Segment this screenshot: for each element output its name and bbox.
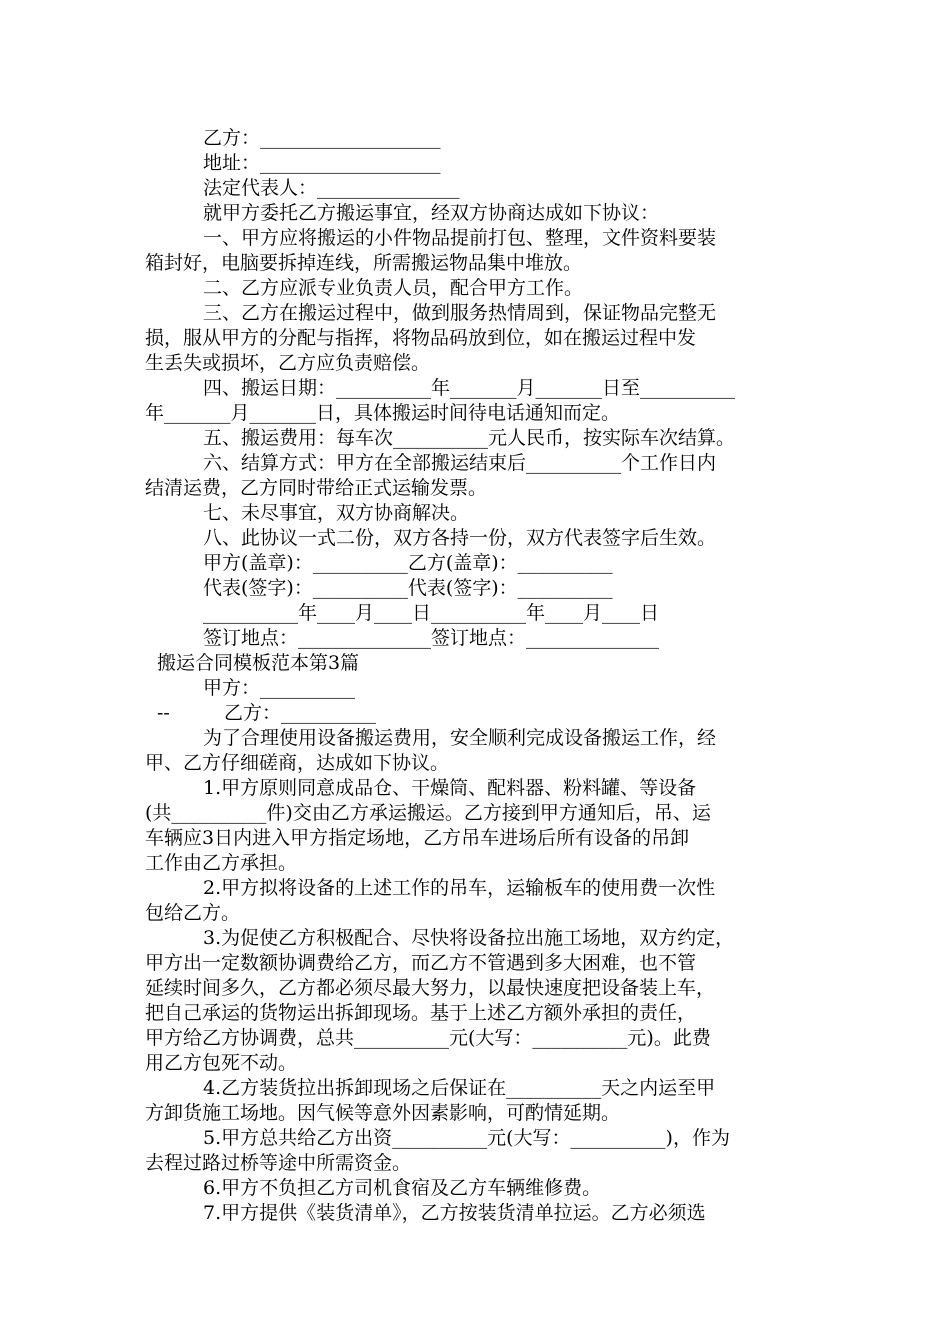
text-line: 就甲方委托乙方搬运事宜，经双方协商达成如下协议： xyxy=(203,202,660,224)
clause-line: 甲方给乙方协调费，总共__________元(大写：__________元)。此费 xyxy=(145,1027,711,1049)
signature-line: 甲方(盖章)：__________乙方(盖章)：__________ xyxy=(203,552,613,574)
text-line: 法定代表人：_______________ xyxy=(203,177,460,199)
text-line: 三、乙方在搬运过程中，做到服务热情周到，保证物品完整无 xyxy=(203,302,717,324)
text-line: 结清运费，乙方同时带给正式运输发票。 xyxy=(145,477,488,499)
text-line: 年_______月_______日，具体搬运时间待电话通知而定。 xyxy=(145,402,621,424)
clause-line: 用乙方包死不动。 xyxy=(145,1052,298,1074)
clause-line: 工作由乙方承担。 xyxy=(145,852,298,874)
clause-line: 车辆应3日内进入甲方指定场地，乙方吊车进场后所有设备的吊卸 xyxy=(145,827,690,849)
text-line: 甲、乙方仔细磋商，达成如下协议。 xyxy=(145,752,450,774)
clause-line: (共__________件)交由乙方承运搬运。乙方接到甲方通知后，吊、运 xyxy=(145,802,711,824)
clause-line: 把自己承运的货物运出拆卸现场。基于上述乙方额外承担的责任， xyxy=(145,1002,697,1024)
text-line: 乙方：__________ xyxy=(224,702,377,724)
text-line: 一、甲方应将搬运的小件物品提前打包、整理，文件资料要装 xyxy=(203,227,717,249)
text-line: 地址：___________________ xyxy=(203,152,441,174)
text-line: 生丢失或损坏，乙方应负责赔偿。 xyxy=(145,352,431,374)
clause-line: 延续时间多久，乙方都必须尽最大努力，以最快速度把设备装上车， xyxy=(145,977,716,999)
date-line: __________年____月____日__________年____月____日 xyxy=(203,602,660,624)
clause-line: 4.乙方装货拉出拆卸现场之后保证在__________天之内运至甲 xyxy=(203,1077,716,1099)
text-line: 八、此协议一式二份，双方各持一份，双方代表签字后生效。 xyxy=(203,527,717,549)
text-line: 乙方：___________________ xyxy=(203,127,441,149)
text-line: 为了合理使用设备搬运费用，安全顺利完成设备搬运工作，经 xyxy=(203,727,717,749)
clause-line: 去程过路过桥等途中所需资金。 xyxy=(145,1152,412,1174)
text-line: 七、未尽事宜，双方协商解决。 xyxy=(203,502,470,524)
clause-line: 1.甲方原则同意成品仓、干燥筒、配料器、粉料罐、等设备 xyxy=(203,777,697,799)
text-line: 六、结算方式：甲方在全部搬运结束后__________个工作日内 xyxy=(203,452,717,474)
clause-line: 2.甲方拟将设备的上述工作的吊车，运输板车的使用费一次性 xyxy=(203,877,716,899)
clause-line: 方卸货施工场地。因气候等意外因素影响，可酌情延期。 xyxy=(145,1102,621,1124)
clause-line: 甲方出一定数额协调费给乙方，而乙方不管遇到多大困难，也不管 xyxy=(145,952,697,974)
clause-line: 5.甲方总共给乙方出资__________元(大写：__________)，作为 xyxy=(203,1127,730,1149)
text-line: 损，服从甲方的分配与指挥，将物品码放到位，如在搬运过程中发 xyxy=(145,327,697,349)
section-title: 搬运合同模板范本第3篇 xyxy=(157,652,360,674)
clause-line: 6.甲方不负担乙方司机食宿及乙方车辆维修费。 xyxy=(203,1177,602,1199)
clause-line: 3.为促使乙方积极配合、尽快将设备拉出施工场地，双方约定， xyxy=(203,927,735,949)
clause-line: 7.甲方提供《装货清单》，乙方按装货清单拉运。乙方必须选 xyxy=(203,1202,706,1224)
clause-line: 包给乙方。 xyxy=(145,902,241,924)
text-line: 五、搬运费用：每车次__________元人民币，按实际车次结算。 xyxy=(203,427,736,449)
text-line: 甲方：__________ xyxy=(203,677,356,699)
text-line: 二、乙方应派专业负责人员，配合甲方工作。 xyxy=(203,277,584,299)
text-line: 四、搬运日期：__________年_______月_______日至__________ xyxy=(203,377,736,399)
place-line: 签订地点：______________签订地点：______________ xyxy=(203,627,660,649)
text-line: 箱封好，电脑要拆掉连线，所需搬运物品集中堆放。 xyxy=(145,252,583,274)
signature-line: 代表(签字)：__________代表(签字)：__________ xyxy=(203,577,613,599)
dash-mark: -- xyxy=(157,702,170,724)
